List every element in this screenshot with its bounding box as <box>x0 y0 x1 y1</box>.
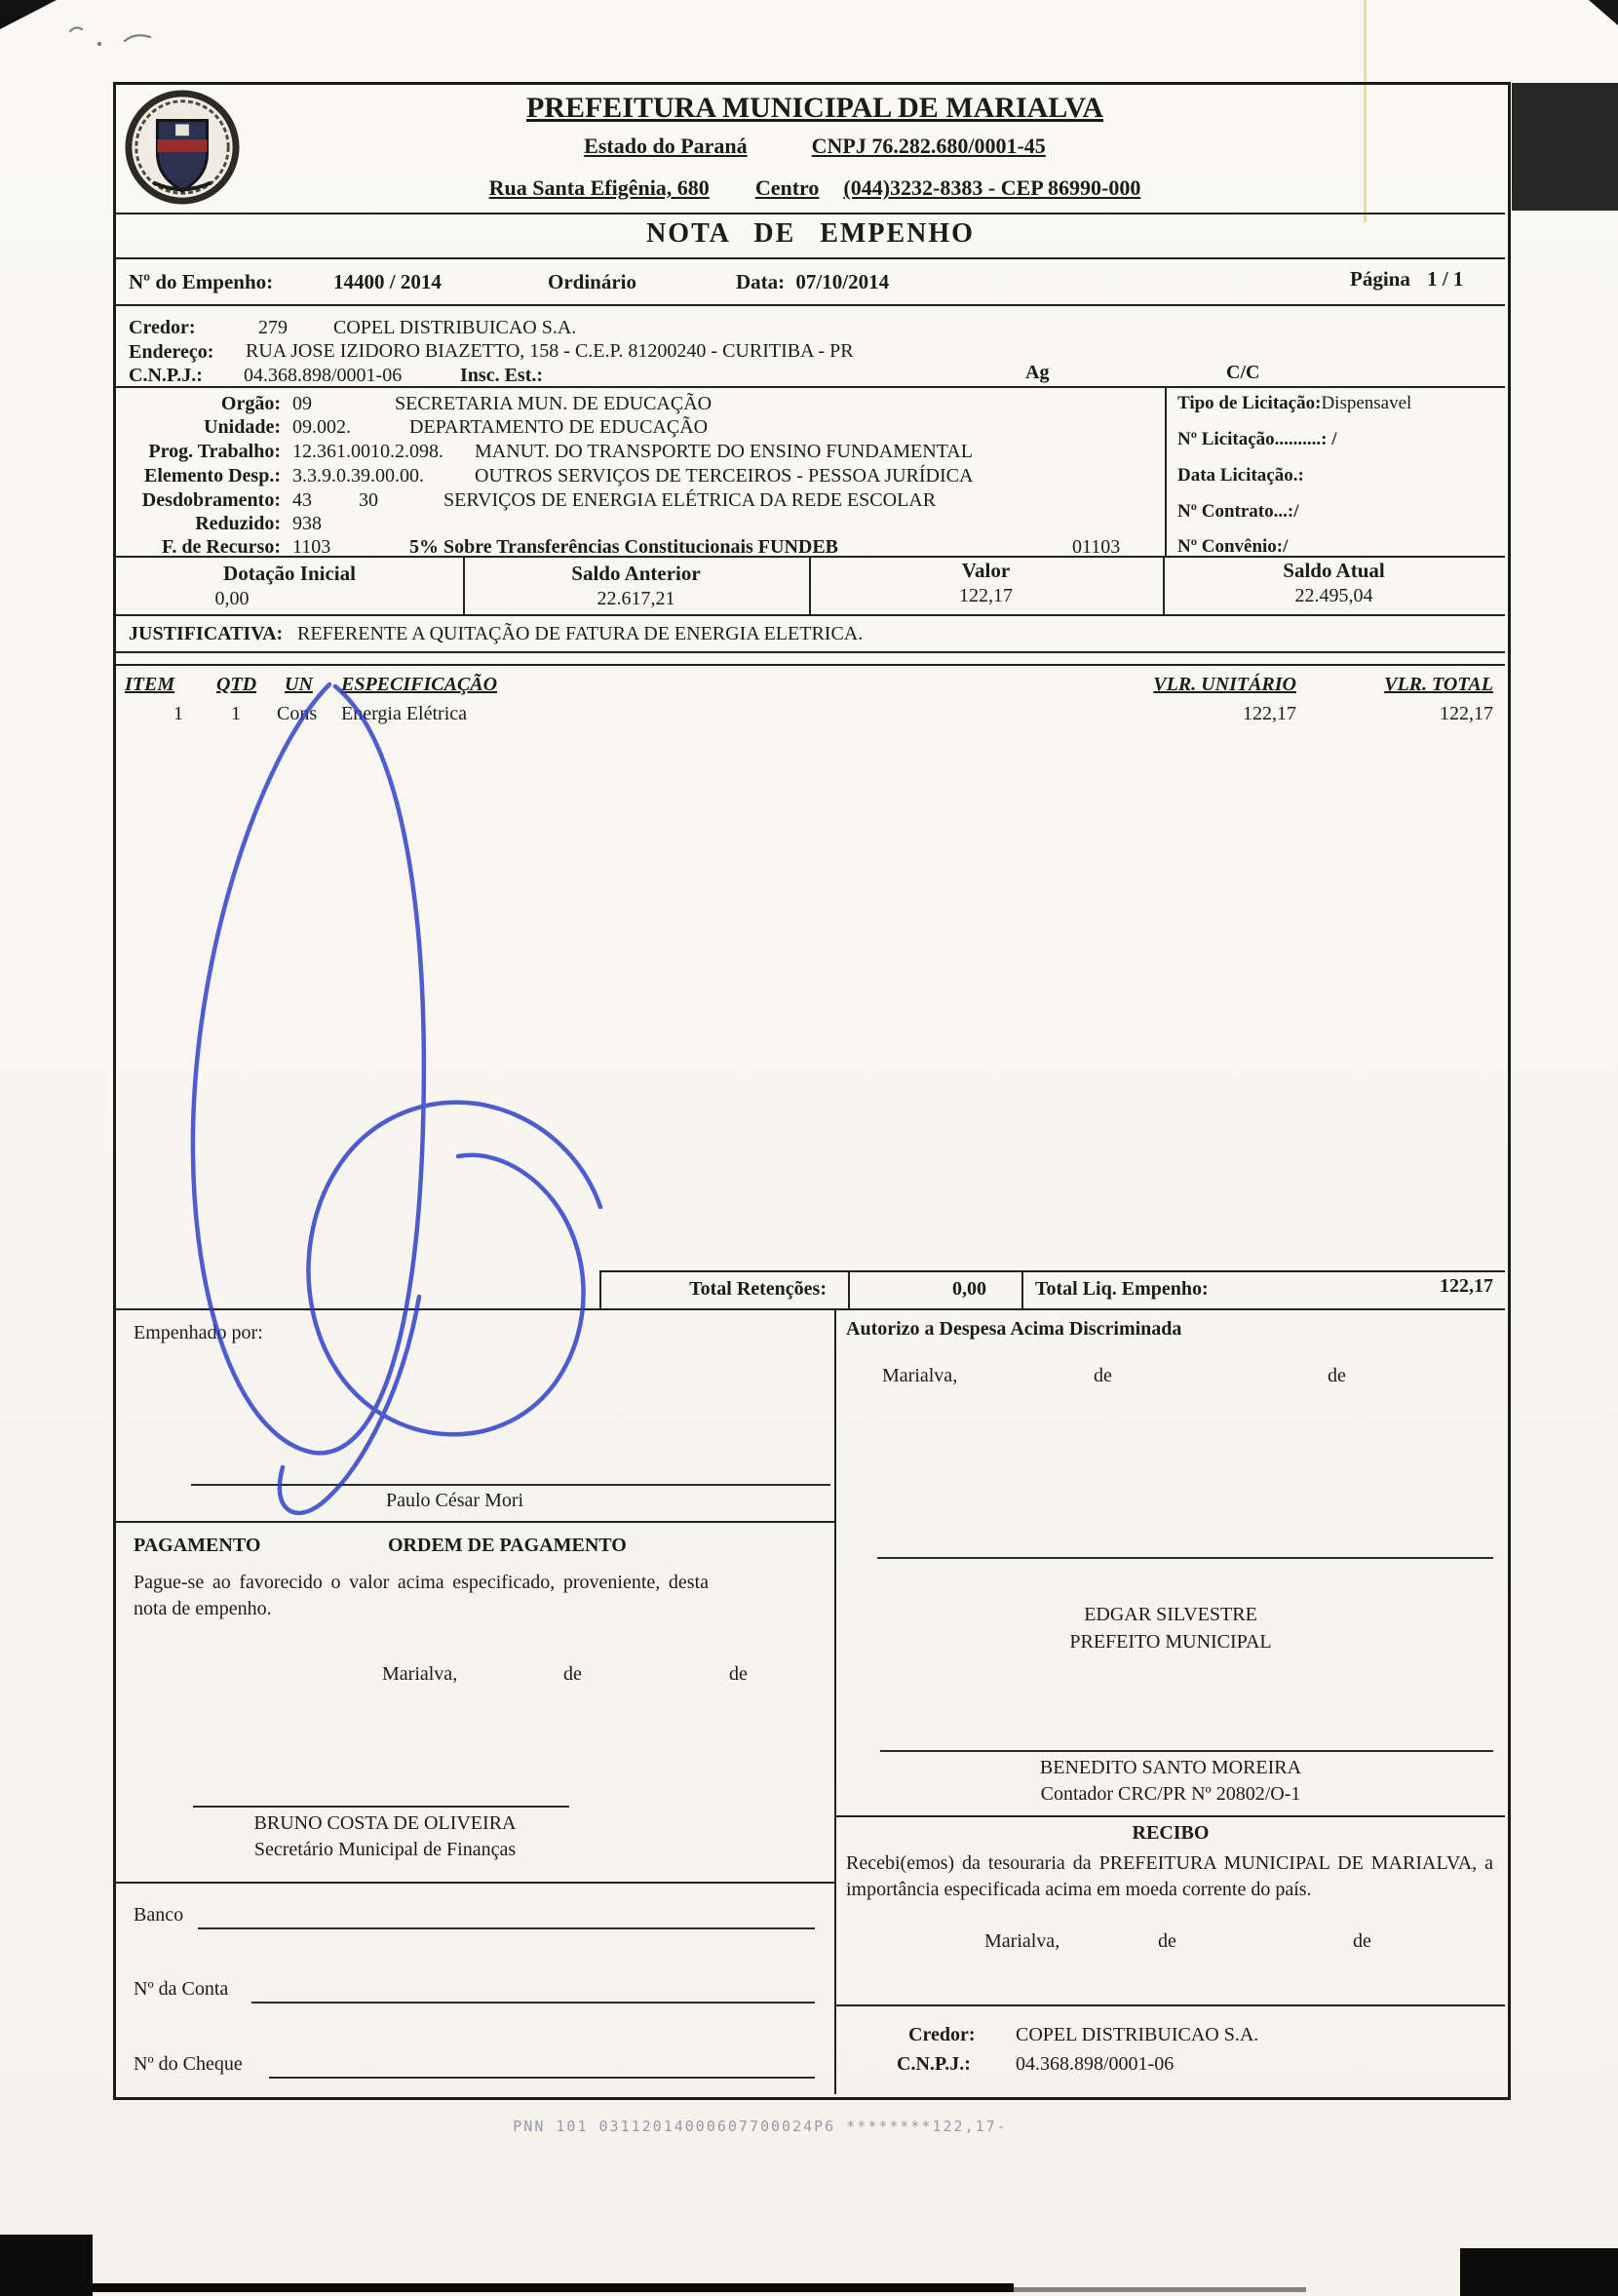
section-divider <box>834 2004 1505 2006</box>
unidade-label: Unidade: <box>204 416 281 438</box>
conta-label: Nº da Conta <box>134 1978 229 2000</box>
cheque-fill-line <box>269 2077 815 2079</box>
insc-est-label: Insc. Est.: <box>460 365 544 386</box>
fonte-recurso-code: 1103 <box>292 536 331 558</box>
banco-fill-line <box>198 1927 815 1929</box>
section-divider <box>116 257 1505 259</box>
saldo-value-valor: 122,17 <box>959 585 1013 606</box>
conta-fill-line <box>251 2002 815 2004</box>
fonte-recurso-label: F. de Recurso: <box>161 536 281 558</box>
recibo-text: Recebi(emos) da tesouraria da PREFEITURA MUNICIPAL DE MARIALVA, a importância especificada acima em moeda corrente do país. <box>846 1852 1493 1900</box>
unidade-code: 09.002. <box>292 416 351 438</box>
elemento-desp-code: 3.3.9.0.39.00.00. <box>292 465 424 486</box>
ordem-pagamento-heading: ORDEM DE PAGAMENTO <box>388 1535 627 1556</box>
page-label: Página <box>1350 267 1410 291</box>
autorizo-heading: Autorizo a Despesa Acima Discriminada <box>846 1318 1182 1340</box>
desdobramento-label: Desdobramento: <box>141 489 281 511</box>
recibo-de-1: de <box>1158 1930 1176 1952</box>
fonte-recurso-desc: 5% Sobre Transferências Constitucionais FUNDEB <box>409 536 839 558</box>
section-divider <box>599 1270 1505 1272</box>
item-row-vlr-total: 122,17 <box>1440 703 1493 724</box>
header-line2 <box>240 134 1390 159</box>
header-street: Rua Santa Efigênia, 680 <box>488 175 710 200</box>
total-retencoes-value: 0,00 <box>952 1278 986 1300</box>
total-retencoes-label: Total Retenções: <box>689 1278 827 1300</box>
recibo-cnpj-label: C.N.P.J.: <box>897 2053 971 2075</box>
pague-se-text: Pague-se ao favorecido o valor acima especificado, proveniente, desta nota de empenho. <box>134 1572 709 1619</box>
items-col-un: UN <box>285 674 313 695</box>
state-label: Estado do Paraná <box>584 134 748 158</box>
signature-line <box>193 1806 569 1808</box>
recibo-heading: RECIBO <box>1132 1822 1210 1844</box>
pagamento-heading: PAGAMENTO <box>134 1535 261 1556</box>
signature-line <box>877 1557 1493 1559</box>
tipo-licitacao <box>1177 393 1411 414</box>
saldo-header-dotacao: Dotação Inicial <box>223 562 356 585</box>
column-divider <box>1021 1270 1023 1308</box>
pagamento-city: Marialva, <box>382 1663 458 1685</box>
secretario-title: Secretário Municipal de Finanças <box>253 1839 517 1860</box>
autorizo-de-1: de <box>1094 1365 1112 1386</box>
section-divider <box>116 304 1505 306</box>
saldo-value-dotacao: 0,00 <box>214 588 250 609</box>
unidade-desc: DEPARTAMENTO DE EDUCAÇÃO <box>409 416 709 438</box>
header-cnpj: CNPJ 76.282.680/0001-45 <box>811 134 1046 158</box>
header-phone-cep: (044)3232-8383 - CEP 86990-000 <box>843 175 1141 200</box>
section-divider <box>116 1521 834 1523</box>
secretario-name: BRUNO COSTA DE OLIVEIRA <box>253 1812 517 1834</box>
reduzido-label: Reduzido: <box>195 513 281 534</box>
item-row-espec: Energia Elétrica <box>341 703 468 724</box>
total-liq-value: 122,17 <box>1440 1275 1493 1297</box>
municipality-title: PREFEITURA MUNICIPAL DE MARIALVA <box>525 92 1104 124</box>
cnpj-label: C.N.P.J.: <box>129 365 203 386</box>
items-col-item: ITEM <box>125 674 175 695</box>
desdobramento-desc: SERVIÇOS DE ENERGIA ELÉTRICA DA REDE ESCOLAR <box>443 489 937 511</box>
credor-name: COPEL DISTRIBUICAO S.A. <box>333 317 577 338</box>
column-divider <box>834 1308 836 2094</box>
num-licitacao: Nº Licitação..........: / <box>1177 429 1337 449</box>
column-divider <box>1165 386 1167 556</box>
ag-label: Ag <box>1025 362 1050 383</box>
elemento-desp-desc: OUTROS SERVIÇOS DE TERCEIROS - PESSOA JURÍDICA <box>475 465 974 486</box>
autorizo-city: Marialva, <box>882 1365 958 1386</box>
recibo-credor-label: Credor: <box>908 2024 976 2045</box>
municipal-crest-logo <box>125 90 240 205</box>
cc-label: C/C <box>1226 362 1260 383</box>
section-divider <box>116 664 1505 666</box>
doc-title: NOTA DE EMPENHO <box>646 218 975 249</box>
section-divider <box>834 1815 1505 1817</box>
orgao-code: 09 <box>292 393 312 414</box>
date-value: 07/10/2014 <box>795 270 890 293</box>
autorizo-de-2: de <box>1328 1365 1346 1386</box>
signature-line <box>191 1484 830 1486</box>
item-row-vlr-unitario: 122,17 <box>1243 703 1296 724</box>
items-col-vlr-unitario: VLR. UNITÁRIO <box>1153 674 1296 695</box>
orgao-label: Orgão: <box>220 393 281 414</box>
prog-trabalho-desc: MANUT. DO TRANSPORTE DO ENSINO FUNDAMENTAL <box>475 441 973 462</box>
credor-code: 279 <box>258 317 288 338</box>
empenho-number-value: 14400 / 2014 <box>333 270 442 293</box>
items-col-qtd: QTD <box>216 674 257 695</box>
elemento-desp-label: Elemento Desp.: <box>144 465 281 486</box>
credor-label: Credor: <box>129 317 196 338</box>
saldo-header-anterior: Saldo Anterior <box>571 562 701 585</box>
reduzido-code: 938 <box>292 513 322 534</box>
column-divider <box>848 1270 850 1308</box>
empenhado-por-label: Empenhado por: <box>134 1322 263 1343</box>
endereco-label: Endereço: <box>129 341 214 363</box>
item-row-un: Cons <box>277 703 318 724</box>
header-district: Centro <box>754 175 820 200</box>
orgao-desc: SECRETARIA MUN. DE EDUCAÇÃO <box>395 393 713 414</box>
page-value: 1 / 1 <box>1427 267 1464 291</box>
section-divider <box>116 213 1505 214</box>
section-divider <box>116 614 1505 616</box>
pagamento-de-2: de <box>729 1663 748 1685</box>
banco-label: Banco <box>134 1904 184 1926</box>
item-row-item: 1 <box>173 703 183 724</box>
items-col-espec: ESPECIFICAÇÃO <box>341 674 498 695</box>
prefeito-name: EDGAR SILVESTRE <box>1084 1604 1257 1625</box>
prog-trabalho-label: Prog. Trabalho: <box>148 441 281 462</box>
empenho-date <box>736 270 889 294</box>
recibo-credor-value: COPEL DISTRIBUICAO S.A. <box>1016 2024 1259 2045</box>
pagamento-de-1: de <box>563 1663 582 1685</box>
desdobramento-code2: 30 <box>359 489 378 511</box>
cnpj-value: 04.368.898/0001-06 <box>244 365 403 386</box>
dot-matrix-print-line: PNN 101 03112014000607700024P6 ********122,17- <box>513 2118 1008 2135</box>
section-divider <box>116 1308 1505 1310</box>
contador-title: Contador CRC/PR Nº 20802/O-1 <box>1040 1783 1301 1805</box>
page-indicator <box>1350 267 1463 292</box>
recibo-cnpj-value: 04.368.898/0001-06 <box>1016 2053 1175 2075</box>
date-label: Data: <box>736 270 786 293</box>
cheque-label: Nº do Cheque <box>134 2053 243 2075</box>
empenhado-signatory-name: Paulo César Mori <box>386 1490 524 1511</box>
signature-line <box>880 1750 1493 1752</box>
total-liq-label: Total Liq. Empenho: <box>1035 1278 1209 1300</box>
items-col-vlr-total: VLR. TOTAL <box>1384 674 1493 695</box>
saldo-value-atual: 22.495,04 <box>1294 585 1373 606</box>
data-licitacao: Data Licitação.: <box>1177 465 1304 486</box>
empenho-number-label: Nº do Empenho: <box>129 270 274 293</box>
num-contrato: Nº Contrato...:/ <box>1177 501 1299 522</box>
num-convenio: Nº Convênio:/ <box>1177 536 1289 557</box>
contador-name: BENEDITO SANTO MOREIRA <box>1039 1757 1302 1778</box>
header-line3 <box>240 175 1390 201</box>
stray-pen-marks <box>70 27 150 46</box>
recibo-de-2: de <box>1353 1930 1371 1952</box>
saldo-header-atual: Saldo Atual <box>1283 559 1385 582</box>
justificativa-text: REFERENTE A QUITAÇÃO DE FATURA DE ENERGIA ELETRICA. <box>297 623 864 644</box>
header-block <box>240 92 1390 125</box>
section-divider <box>116 1882 834 1884</box>
section-divider <box>116 651 1505 653</box>
saldo-value-anterior: 22.617,21 <box>597 588 675 609</box>
tipo-licitacao-value: Dispensavel <box>1321 393 1412 413</box>
recibo-city: Marialva, <box>984 1930 1060 1952</box>
prog-trabalho-code: 12.361.0010.2.098. <box>292 441 443 462</box>
desdobramento-code: 43 <box>292 489 312 511</box>
item-row-qtd: 1 <box>231 703 241 724</box>
fonte-recurso-code2: 01103 <box>1072 536 1121 558</box>
justificativa-label: JUSTIFICATIVA: <box>129 623 284 644</box>
empenho-type: Ordinário <box>548 270 637 293</box>
saldo-header-valor: Valor <box>961 559 1011 582</box>
endereco-value: RUA JOSE IZIDORO BIAZETTO, 158 - C.E.P. 81200240 - CURITIBA - PR <box>246 340 854 362</box>
tipo-licitacao-label: Tipo de Licitação: <box>1177 393 1322 413</box>
prefeito-title: PREFEITO MUNICIPAL <box>1069 1631 1272 1653</box>
